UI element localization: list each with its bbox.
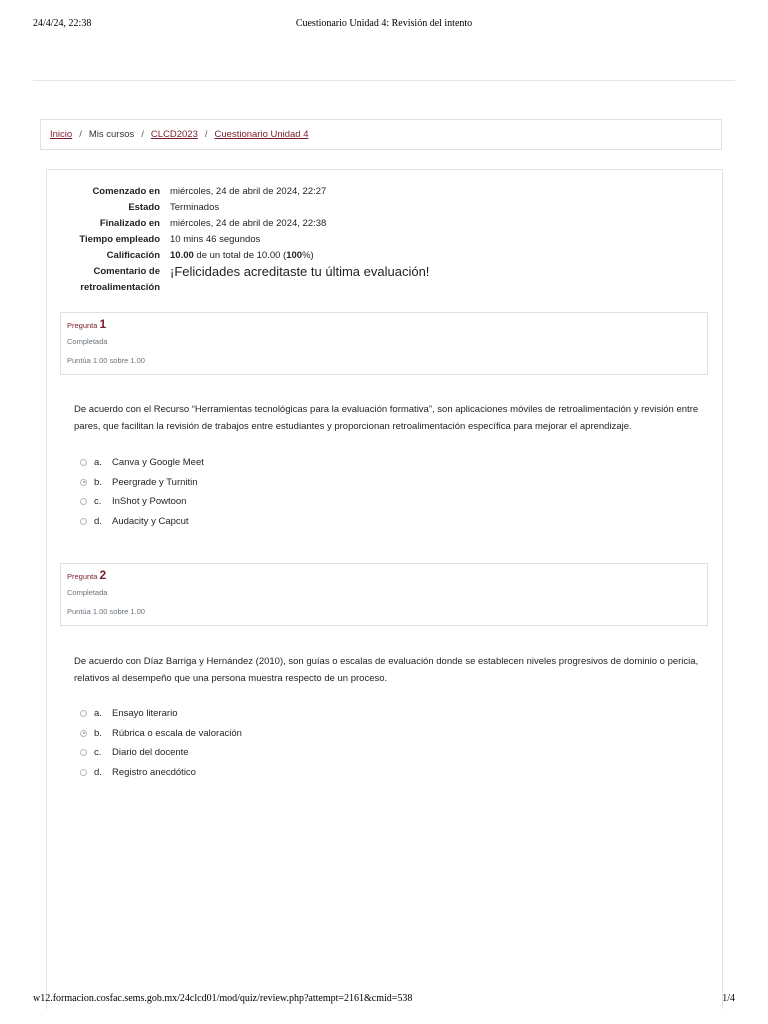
question-state: Completada (67, 588, 108, 597)
summary-label: Finalizado en (99, 218, 160, 229)
question-label: Pregunta (67, 321, 98, 330)
radio-button[interactable] (80, 518, 87, 525)
answer-option[interactable] (80, 453, 480, 473)
breadcrumb-link-course[interactable]: CLCD2023 (150, 129, 198, 140)
summary-value: miércoles, 24 de abril de 2024, 22:27 (170, 186, 327, 197)
print-footer (33, 993, 735, 1009)
summary-row-state (60, 200, 710, 216)
answer-option[interactable] (80, 704, 480, 724)
grade-percent: 100 (286, 250, 303, 261)
summary-row-grade (60, 248, 710, 264)
question-state: Completada (67, 337, 108, 346)
radio-button[interactable] (80, 710, 87, 717)
breadcrumb-link-quiz[interactable]: Cuestionario Unidad 4 (214, 129, 309, 140)
breadcrumb-separator: / (141, 129, 144, 140)
summary-row-feedback (60, 264, 710, 296)
question-grade: Puntúa 1.00 sobre 1.00 (67, 607, 145, 616)
radio-button[interactable] (80, 498, 87, 505)
radio-button-selected[interactable] (80, 730, 87, 737)
breadcrumb-link-home[interactable]: Inicio (50, 129, 73, 140)
option-text: Canva y Google Meet (112, 457, 204, 469)
answer-options (80, 453, 480, 531)
option-text: Registro anecdótico (112, 766, 196, 778)
option-text: InShot y Powtoon (112, 496, 187, 508)
print-header (33, 14, 735, 34)
option-text: Diario del docente (112, 747, 189, 759)
option-letter: c. (94, 496, 102, 508)
summary-label: Estado (128, 202, 160, 213)
print-page-title: Cuestionario Unidad 4: Revisión del intento (295, 18, 473, 29)
option-text: Peergrade y Turnitin (112, 476, 198, 488)
question-info-box (60, 563, 708, 626)
question-number-value: 2 (99, 568, 107, 582)
question-number (67, 317, 701, 333)
answer-option[interactable] (80, 724, 480, 744)
option-text: Audacity y Capcut (112, 515, 189, 527)
print-datetime: 24/4/24, 22:38 (33, 18, 92, 29)
breadcrumb-separator: / (79, 129, 82, 140)
question-info-box (60, 312, 708, 375)
question-number (67, 568, 701, 584)
radio-button[interactable] (80, 769, 87, 776)
summary-row-finished (60, 216, 710, 232)
question-text: De acuerdo con el Recurso “Herramientas tecnológicas para la evaluación formativa”, son aplicaciones móviles de retroalimentación y revisión entre pares, que facilitan la revisión de trabajos entre estudiantes y proporcionan retroalimentación específica para mejorar el aprendizaje. (74, 404, 699, 432)
answer-option[interactable] (80, 492, 480, 512)
answer-option[interactable] (80, 763, 480, 783)
summary-value: 10 mins 46 segundos (170, 234, 261, 245)
option-letter: d. (94, 515, 102, 527)
question-number-value: 1 (99, 317, 107, 331)
answer-option[interactable] (80, 473, 480, 493)
breadcrumb-separator: / (204, 129, 208, 140)
summary-row-started (60, 184, 710, 200)
option-letter: c. (94, 747, 102, 759)
summary-label: Comenzado en (92, 186, 160, 197)
option-letter: b. (94, 476, 102, 488)
feedback-text: ¡Felicidades acreditaste tu última evaluación! (170, 264, 430, 279)
grade-score: 10.00 (170, 250, 194, 261)
radio-button-selected[interactable] (80, 479, 87, 486)
summary-label: Tiempo empleado (79, 234, 160, 245)
radio-button[interactable] (80, 459, 87, 466)
summary-value-grade (170, 248, 314, 264)
summary-label: Calificación (106, 250, 160, 261)
grade-percent-suffix: %) (302, 250, 314, 261)
option-text: Rúbrica o escala de valoración (112, 727, 242, 739)
print-url: w12.formacion.cosfac.sems.gob.mx/24clcd01/mod/quiz/review.php?attempt=2161&cmid=538 (33, 993, 413, 1004)
question-text: De acuerdo con Díaz Barriga y Hernández (2010), son guías o escalas de evaluación donde se establecen niveles progresivos de dominio o pericia, relativos al desempeño que una persona muestra respecto de un proceso. (74, 656, 699, 684)
option-letter: d. (94, 766, 102, 778)
question-grade: Puntúa 1.00 sobre 1.00 (67, 356, 145, 365)
breadcrumb-item-my-courses: Mis cursos (88, 129, 135, 140)
grade-total-text: de un total de 10.00 ( (193, 250, 287, 261)
option-letter: a. (94, 457, 102, 469)
answer-option[interactable] (80, 743, 480, 763)
attempt-summary-table (60, 184, 710, 296)
radio-button[interactable] (80, 749, 87, 756)
breadcrumb (40, 119, 722, 150)
option-letter: a. (94, 708, 102, 720)
answer-options (80, 704, 480, 782)
summary-value: miércoles, 24 de abril de 2024, 22:38 (170, 218, 327, 229)
header-divider (33, 80, 735, 81)
summary-label-feedback (60, 264, 170, 296)
feedback-label-line1: Comentario de (93, 266, 160, 277)
summary-row-time (60, 232, 710, 248)
summary-value: Terminados (170, 202, 220, 213)
answer-option[interactable] (80, 512, 480, 532)
feedback-label-line2: retroalimentación (80, 282, 160, 293)
option-text: Ensayo literario (112, 708, 178, 720)
print-page-number: 1/4 (722, 993, 735, 1004)
option-letter: b. (94, 727, 102, 739)
question-label: Pregunta (67, 572, 98, 581)
